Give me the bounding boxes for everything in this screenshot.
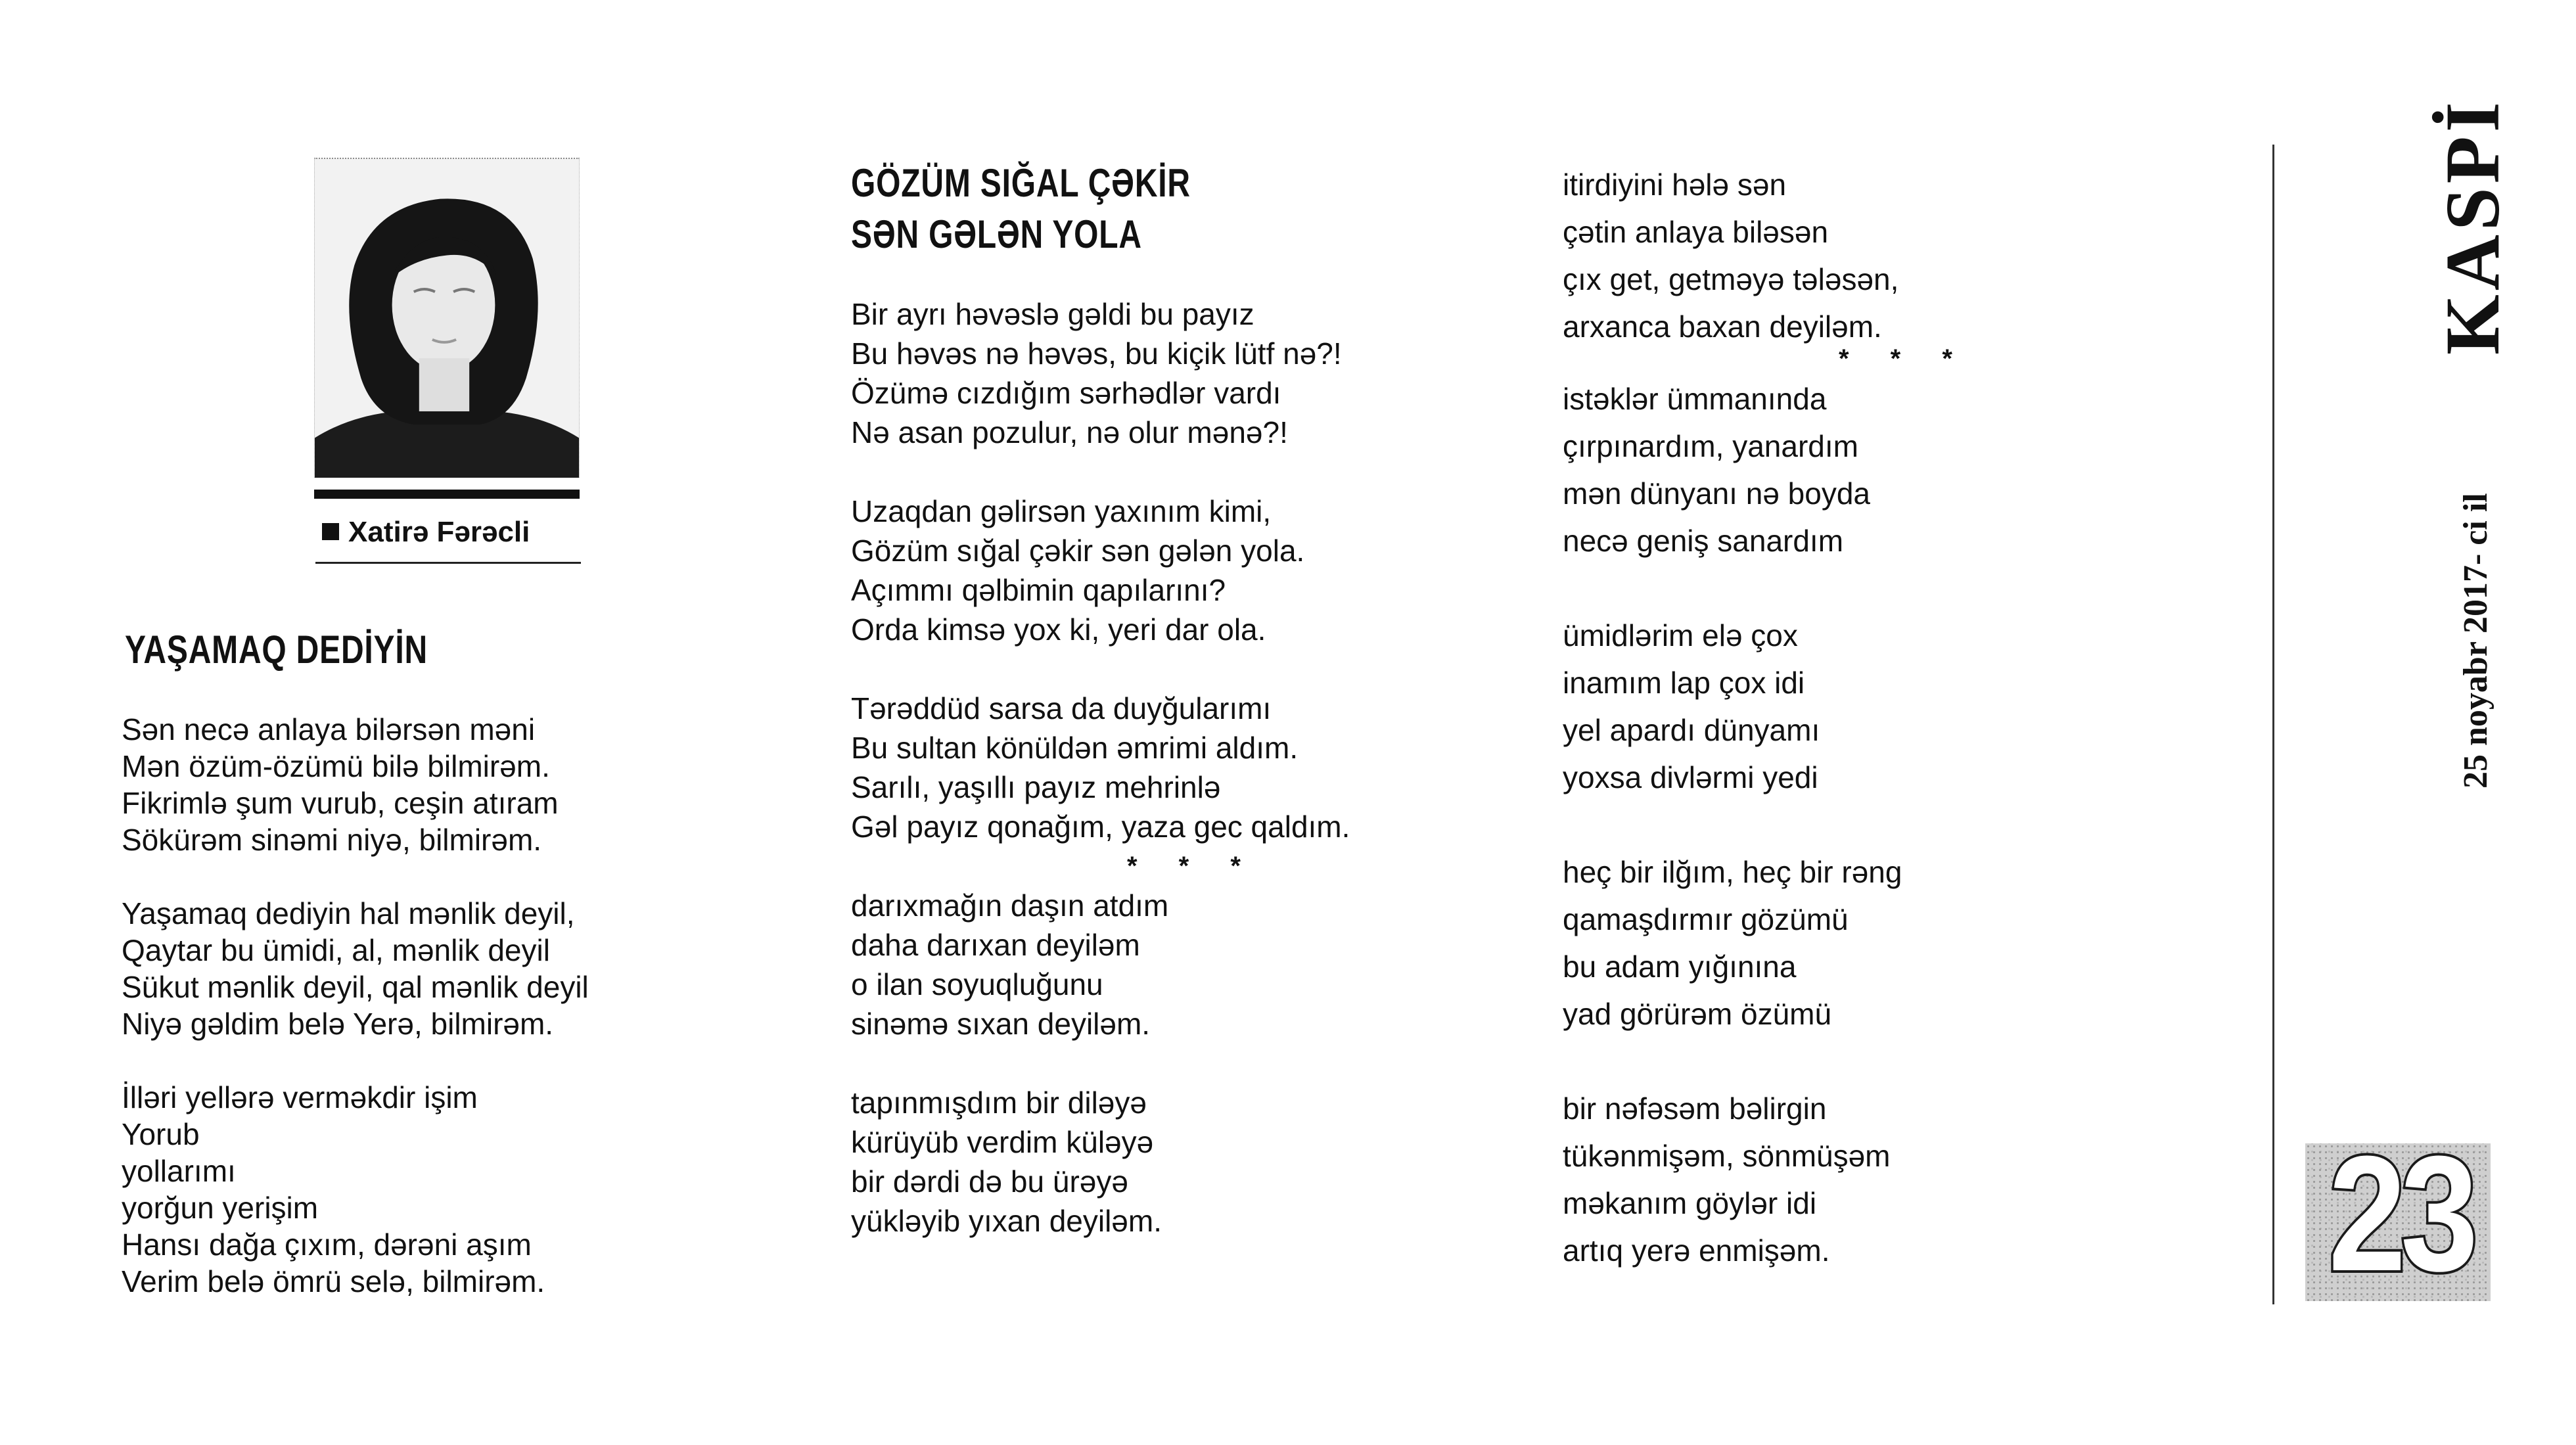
poem-line: kürüyüb verdim küləyə [851, 1125, 1154, 1159]
poem2-title-line2: SƏN GƏLƏN YOLA [851, 212, 1142, 256]
poem-line: Tərəddüd sarsa da duyğularımı [851, 691, 1272, 725]
author-byline [322, 516, 530, 549]
stanza-gap [122, 1042, 589, 1079]
poem2-title-line1: GÖZÜM SIĞAL ÇƏKİR [851, 161, 1191, 205]
poem-line: yorğun yerişim [122, 1191, 319, 1225]
poem-line: Sükut mənlik deyil, qal mənlik deyil [122, 970, 589, 1004]
photo-caption-bar [314, 490, 580, 499]
poem-line: Gözüm sığal çəkir sən gələn yola. [851, 534, 1305, 568]
poem-line: artıq yerə enmişəm. [1563, 1233, 1830, 1268]
bullet-square-icon [322, 523, 339, 540]
poem2-title [851, 158, 1191, 260]
poem-line: darıxmağın daşın atdım [851, 888, 1169, 923]
poem2-body [851, 294, 1350, 1241]
poem-line: çıx get, getməyə tələsən, [1563, 262, 1899, 296]
poem-line: heç bir ilğım, heç bir rəng [1563, 855, 1902, 889]
poem1-body [122, 711, 589, 1300]
poem-line: Yorub [122, 1117, 200, 1151]
newspaper-name: KASPİ [2429, 98, 2516, 355]
poem-line: Niyə gəldim belə Yerə, bilmirəm. [122, 1007, 554, 1041]
poem-line: yel apardı dünyamı [1563, 713, 1820, 747]
poem-line: istəklər ümmanında [1563, 382, 1827, 416]
poem-line: Açımmı qəlbimin qapılarını? [851, 573, 1226, 607]
poem-line: Bir ayrı həvəslə gəldi bu payız [851, 297, 1254, 331]
poem-line: Sən necə anlaya bilərsən məni [122, 712, 536, 746]
poem-line: mən dünyanı nə boyda [1563, 476, 1871, 511]
poem-line: yoxsa divlərmi yedi [1563, 760, 1818, 794]
poem-line: Gəl payız qonağım, yaza gec qaldım. [851, 810, 1350, 844]
poem-line: Qaytar bu ümidi, al, mənlik deyil [122, 933, 550, 967]
author-name: Xatirə Fərəcli [348, 516, 530, 548]
poem-line: tükənmişəm, sönmüşəm [1563, 1139, 1891, 1173]
poem-line: itirdiyini hələ sən [1563, 168, 1787, 202]
author-photo [314, 158, 580, 478]
stanza-gap [1563, 564, 1969, 612]
poem-line: Mən özüm-özümü bilə bilmirəm. [122, 749, 550, 783]
poem-line: daha darıxan deyiləm [851, 928, 1140, 962]
poem1-title: YAŞAMAQ DEDİYİN [125, 628, 428, 672]
poem-line: Bu sultan könüldən əmrimi aldım. [851, 731, 1299, 765]
stanza-gap [1563, 801, 1969, 848]
poem-line: bu adam yığınına [1563, 950, 1797, 984]
poem-line: çırpınardım, yanardım [1563, 429, 1858, 463]
poem-line: bir dərdi də bu ürəyə [851, 1164, 1128, 1199]
poem-line: Nə asan pozulur, nə olur mənə?! [851, 415, 1288, 449]
poem-line: necə geniş sanardım [1563, 524, 1844, 558]
poem-line: inamım lap çox idi [1563, 666, 1805, 700]
poem-line: Fikrimlə şum vurub, ceşin atıram [122, 786, 559, 820]
issue-date: 25 noyabr 2017- ci il [2457, 493, 2495, 789]
poem-line: Sökürəm sinəmi niyə, bilmirəm. [122, 823, 542, 857]
poem-line: yad görürəm özümü [1563, 997, 1832, 1031]
poem-line: o ilan soyuqluğunu [851, 967, 1103, 1001]
poem-line: Sarılı, yaşıllı payız mehrinlə [851, 770, 1221, 804]
poem-line: Uzaqdan gəlirsən yaxınım kimi, [851, 494, 1272, 528]
poem-line: Bu həvəs nə həvəs, bu kiçik lütf nə?! [851, 336, 1342, 371]
stanza-gap [851, 452, 1350, 492]
poem-line: Verim belə ömrü selə, bilmirəm. [122, 1264, 545, 1298]
column-rule [2272, 145, 2274, 1304]
stanza-gap [122, 858, 589, 895]
poem-line: bir nəfəsəm bəlirgin [1563, 1091, 1827, 1126]
poem-line: arxanca baxan deyiləm. [1563, 310, 1882, 344]
poem-line: yollarımı [122, 1154, 236, 1188]
poem-line: ümidlərim elə çox [1563, 618, 1798, 653]
poem-line: Hansı dağa çıxım, dərəni aşım [122, 1227, 532, 1262]
stanza-separator: * * * [1127, 852, 1258, 881]
stanza-gap [851, 649, 1350, 689]
poem-line: məkanım göylər idi [1563, 1186, 1817, 1220]
byline-rule [315, 562, 581, 564]
page-number: 23 [2328, 1122, 2473, 1305]
poem-line: İlləri yellərə verməkdir işim [122, 1080, 478, 1114]
stanza-separator: * * * [1839, 344, 1969, 373]
stanza-gap [1563, 1038, 1969, 1085]
poem2-continued-body [1563, 161, 1969, 1274]
poem-line: Orda kimsə yox ki, yeri dar ola. [851, 612, 1266, 647]
poem-line: tapınmışdım bir diləyə [851, 1086, 1147, 1120]
poem-line: Özümə cızdığım sərhədlər vardı [851, 376, 1281, 410]
stanza-gap [851, 1044, 1350, 1083]
poem-line: yükləyib yıxan deyiləm. [851, 1204, 1162, 1238]
poem-line: sinəmə sıxan deyiləm. [851, 1007, 1151, 1041]
poem-line: qamaşdırmır gözümü [1563, 902, 1849, 936]
poem-line: çətin anlaya biləsən [1563, 215, 1829, 249]
poem-line: Yaşamaq dediyin hal mənlik deyil, [122, 896, 575, 930]
